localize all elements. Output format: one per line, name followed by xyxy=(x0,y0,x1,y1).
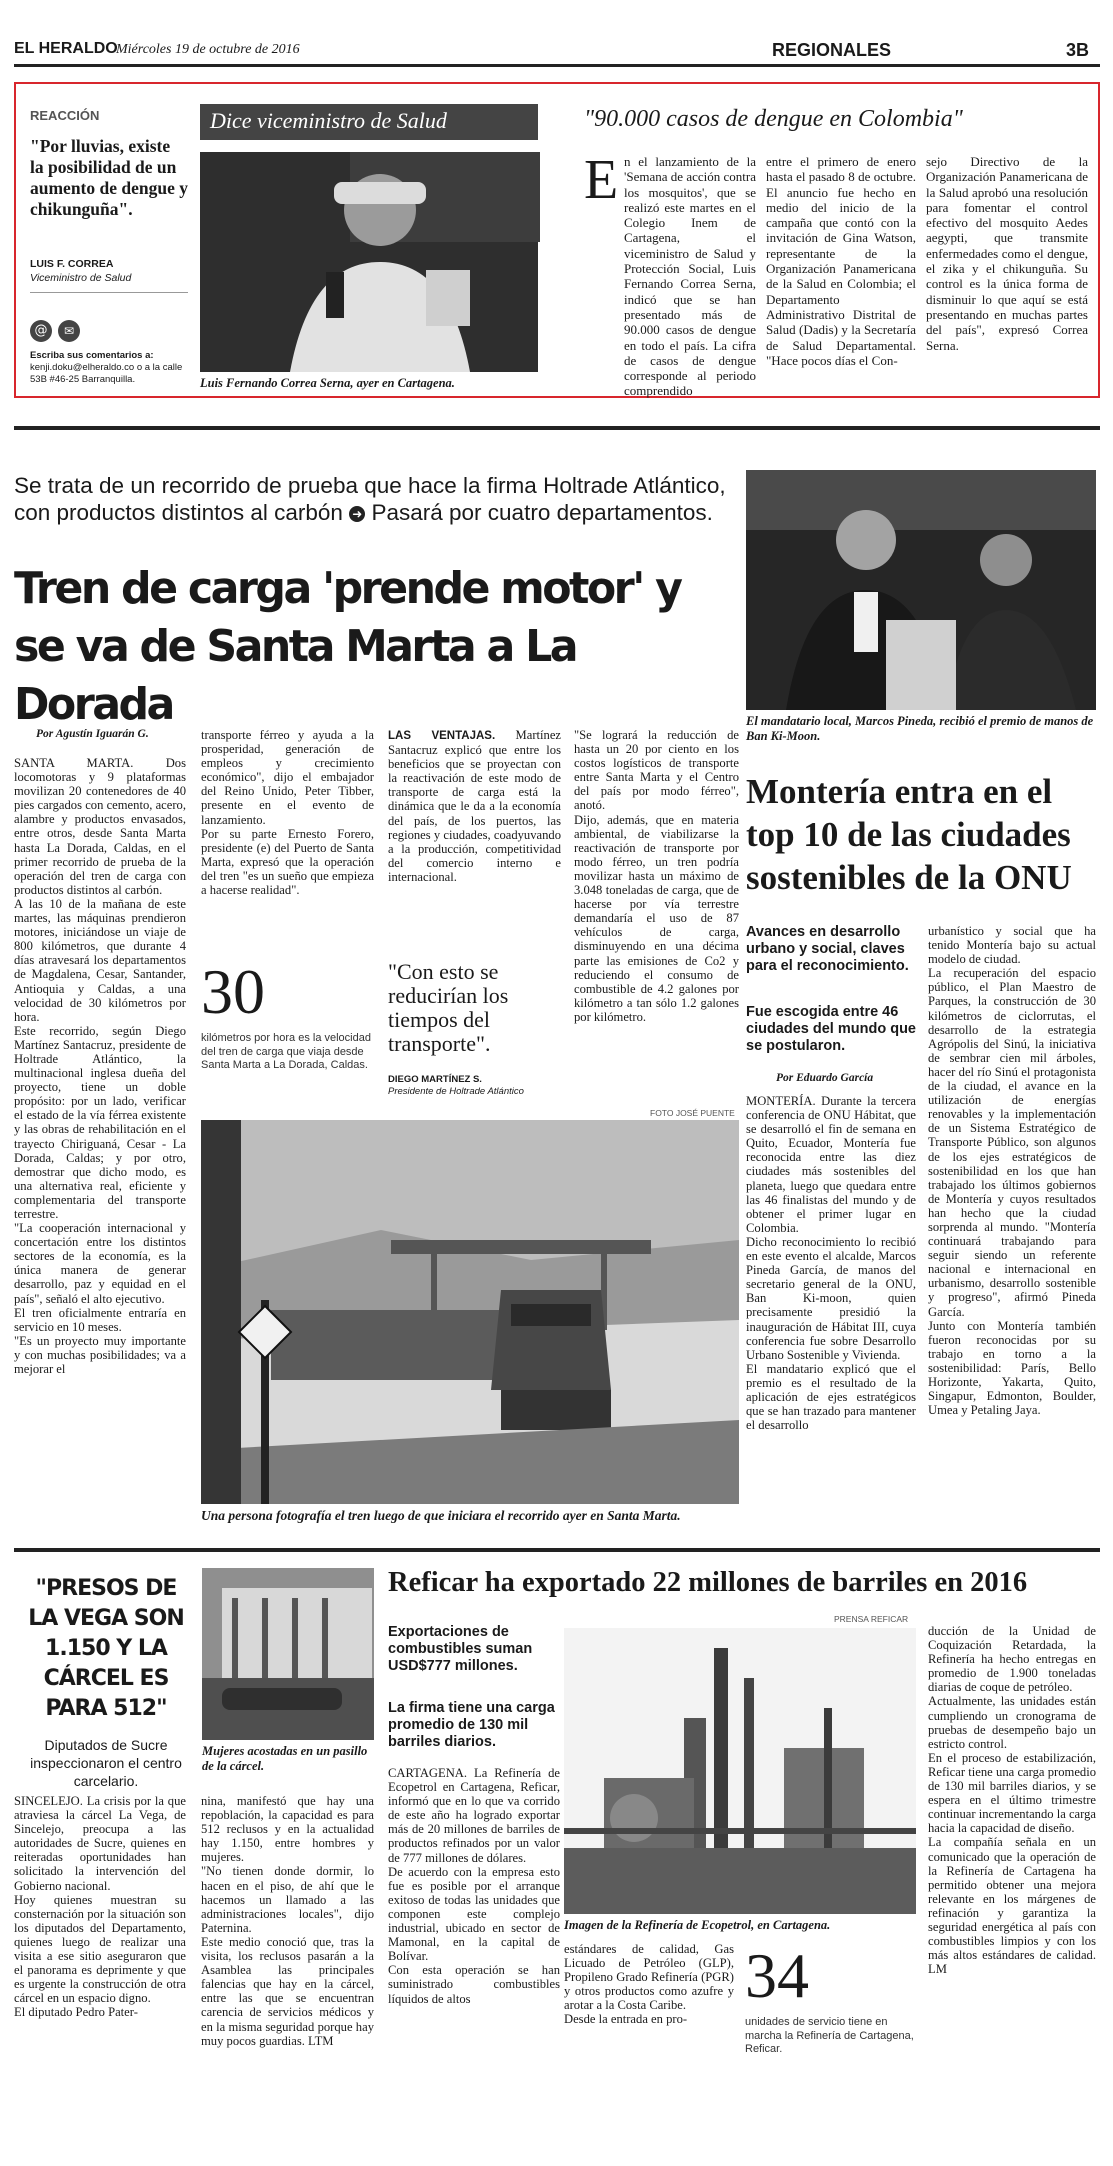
top-photo-caption: Luis Fernando Correa Serna, ayer en Cartagena. xyxy=(200,376,455,390)
page-number: 3B xyxy=(1066,40,1090,60)
top-story-col2: entre el primero de enero hasta el pasado 8 de octubre. El anuncio fue hecho en medio del inicio de la campaña que contó con la invitación de Gina Watson, representante de la Organización Panamericana de la Salud en Colombia; el Departamento Administrativo Distrital de Salud (Dadis) y la Secretaría de Salud Departamental. "Hace pocos días el Con- xyxy=(766,154,916,368)
train-deck-secondary: Pasará por cuatro departamentos. xyxy=(371,500,713,525)
reficar-col3: ducción de la Unidad de Coquización Retardada, la Refinería ha hecho entregas en promedio de 1.900 toneladas diarias de coque de petróleo. Actualmente, las unidades están cumpliendo un cronograma de pruebas de desempeño bajo un estricto control. En el proceso de estabilización, Reficar tiene una carga promedio de 130 mil barriles diarios, y se espera en el último trimestre continuar incrementando la carga hacia la capacidad de diseño. La compañía señala en un comunicado que la operación de la Refinería de Cartagena ha permitido obtener una mejora relevante en los márgenes de refinación y garantiza la seguridad energética al país con combustibles limpios y con los más altos estándares de calidad. LM xyxy=(928,1624,1096,1977)
jail-photo xyxy=(202,1568,374,1740)
train-photo-credit: FOTO JOSÉ PUENTE xyxy=(650,1108,735,1118)
jail-col2: nina, manifestó que hay una repoblación, la capacidad es para 512 reclusos y en la actualidad hay 1.150, entre hombres y mujeres. "No tienen donde dormir, lo hacen en el piso, de ahí que le hacemos un llamado a las administraciones locales", dijo Paternina. Este medio conoció que, tras la visita, los reclusos pasarán a la Asamblea las principales falencias que hay en la cárcel, entre las que se encuentran carencia de servicios médicos y en la misma seguridad porque hay muy pocos guardias. LTM xyxy=(201,1794,374,2048)
train-quote: "Con esto se reducirían los tiempos del transporte". xyxy=(388,959,509,1056)
train-photo-caption: Una persona fotografía el tren luego de que iniciara el recorrido ayer en Santa Marta. xyxy=(201,1508,681,1523)
section-rule-1 xyxy=(14,426,1100,430)
train-deck-main: Se trata de un recorrido de prueba que hace la firma Holtrade Atlántico, con productos distintos al carbón xyxy=(14,473,726,525)
comment-prompt: Escriba sus comentarios a: xyxy=(30,350,154,361)
train-col3 xyxy=(388,728,561,940)
reficar-headline: Reficar ha exportado 22 millones de barriles en 2016 xyxy=(388,1567,1028,1598)
reficar-col2: estándares de calidad, Gas Licuado de Petróleo (GLP), Propileno Grado Refinería (PGR) y otros productos como azufre y arotar a la Costa Caribe. Desde la entrada en pro- xyxy=(564,1942,734,2027)
monteria-sub1: Avances en desarrollo urbano y social, claves para el reconocimiento. xyxy=(746,924,909,974)
reaction-quote: "Por lluvias, existe la posibilidad de un aumento de dengue y chikunguña". xyxy=(30,136,188,219)
reaction-divider xyxy=(30,292,188,293)
train-deck xyxy=(14,472,739,526)
monteria-col1: MONTERÍA. Durante la tercera conferencia de ONU Hábitat, que se desarrolló el fin de semana en Quito, Ecuador, Montería fue reconocida entre las diez ciudades más sostenibles del planeta, luego que quedara entre las 46 finalistas del mundo y de obtener el primer lugar en Colombia. Dicho reconocimiento lo recibió en este evento el alcalde, Marcos Pineda García, de manos del secretario general de la ONU, Ban Ki-moon, quien precisamente presidió la inauguración de Hábitat III, cuya conferencia fue sobre Desarrollo Urbano Sostenible y Vivienda. El mandatario explicó que el premio es el resultado de la aplicación de ejes estratégicos que se han trazado para mantener el desarrollo xyxy=(746,1094,916,1433)
train-photo xyxy=(201,1120,739,1504)
viceminister-photo xyxy=(200,152,538,372)
photo-title: Dice viceministro de Salud xyxy=(210,108,447,133)
jail-photo-caption: Mujeres acostadas en un pasillo de la cárcel. xyxy=(202,1744,368,1773)
reficar-col1: CARTAGENA. La Refinería de Ecopetrol en Cartagena, Reficar, informó que en lo que va corrido de este año ha logrado exportar más de 20 millones de barriles de productos refinados por un valor de 777 millones de dólares. De acuerdo con la empresa esto fue es posible por el arranque exitoso de todas las unidades que componen este complejo industrial, ubicado en sector de Mamonal, en la capital de Bolívar. Con esta operación se han suministrado combustibles líquidos de altos xyxy=(388,1766,560,2006)
train-quote-author: DIEGO MARTÍNEZ S. xyxy=(388,1074,482,1085)
at-icon: @ xyxy=(30,320,52,342)
train-col1: SANTA MARTA. Dos locomotoras y 9 plataformas movilizan 20 contenedores de 40 pies cargados con cemento, acero, alambre y productos envasados, entre otros, desde Santa Marta hasta La Dorada, Caldas, en el primer recorrido de prueba de la operación del tren de carga con productos distintos al carbón. A las 10 de la mañana de este martes, las máquinas prendieron motores, iniciándose un viaje de 800 kilómetros, que durante 4 días atravesará los departamentos de Magdalena, Cesar, Santander, Antioquia y Caldas, a una velocidad de 30 kilómetros por hora. Este recorrido, según Diego Martínez Santacruz, presidente de Holtrade Atlántico, la multinacional inglesa dueña del proyecto, tiene un doble propósito: por un lado, verificar el estado de la vía férrea existente y las obras de rehabilitación en el trayecto Chiriguaná, Cesar - La Dorada, Caldas; y por otro, demostrar que dicho modo, es una alternativa real, eficiente y complementaria del transporte terrestre. "La cooperación internacional y concertación entre los distintos sectores de la economía, es la única manera de generar desarrollo, paz y equidad en el país", señaló el alto ejecutivo. El tren oficialmente entraría en servicio en 10 meses. "Es un proyecto muy importante y con muchas posibilidades; va a mejorar el xyxy=(14,756,186,1377)
header-rule xyxy=(14,64,1100,67)
monteria-photo-caption: El mandatario local, Marcos Pineda, recibió el premio de manos de Ban Ki-Moon. xyxy=(746,714,1094,743)
train-col3-text: Martínez Santacruz explicó que entre los beneficios que se proyectan con la reactivación de este modo de transporte de carga está la dinámica que le da a la economía del país, de los puertos, las regiones y ciudades, coadyuvando a la producción, competitividad del comercio interno e internacional. xyxy=(388,728,561,884)
train-col4: "Se logrará la reducción de hasta un 20 por ciento en los costos logísticos de transporte entre Santa Marta y el Centro del país por modo férreo", anotó. Dijo, además, que en materia ambiental, de viabilizarse la reactivación de transporte por modo férreo, un tren podría movilizar hasta un máximo de 3.048 toneladas de carga, que de hacerse por vía terrestre demandaría el uso de 87 vehículos de carga, disminuyendo en una décima parte las emisiones de Co2 y reduciendo el consumo de combustible de 4.2 galones por kilómetro a tan sólo 1.2 galones por kilómetro. xyxy=(574,728,739,1024)
mail-icon: ✉ xyxy=(58,320,80,342)
reficar-sub1: Exportaciones de combustibles suman USD$777 millones. xyxy=(388,1624,533,1674)
reficar-photo-credit: PRENSA REFICAR xyxy=(834,1614,909,1624)
jail-col1: SINCELEJO. La crisis por la que atraviesa la cárcel La Vega, de Sincelejo, preocupa a las autoridades de Sucre, quienes en reiteradas oportunidades han solicitado la intervención del Gobierno nacional. Hoy quienes muestran su consternación por la situación son los diputados del Departamento, quienes luego de realizar una visita a ese sitio aseguraron que el panorama es deprimente y que es urgente la construcción de otra cárcel en un espacio digno. El diputado Pedro Pater- xyxy=(14,1794,186,2020)
reaction-author-role: Viceministro de Salud xyxy=(30,272,132,284)
comment-contact[interactable]: kenji.doku@elheraldo.co o a la calle 53B #46-25 Barranquilla. xyxy=(30,362,183,385)
reficar-sub2: La firma tiene una carga promedio de 130 mil barriles diarios. xyxy=(388,1700,555,1750)
reaction-author: LUIS F. CORREA xyxy=(30,258,114,270)
monteria-photo xyxy=(746,470,1096,710)
reficar-stat-text: unidades de servicio tiene en marcha la Refinería de Cartagena, Reficar. xyxy=(745,2016,914,2055)
top-dropcap: E xyxy=(584,149,619,211)
paper-name: EL HERALDO xyxy=(14,40,118,57)
jail-headline: "PRESOS DE LA VEGA SON 1.150 Y LA CÁRCEL ES PARA 512" xyxy=(28,1576,184,1721)
monteria-headline: Montería entra en el top 10 de las ciudades sostenibles de la ONU xyxy=(746,772,1072,897)
top-story-col3: sejo Directivo de la Organización Panamericana de la Salud aprobó una resolución para fomentar el control efectivo del mosquito Aedes aegypti, que transmite enfermedades como el dengue, el zika y el chikunguña. Su control es la única forma de disminuir lo que aquí se está presentando en muchas partes del país", expresó Correa Serna. xyxy=(926,154,1088,353)
monteria-sub2: Fue escogida entre 46 ciudades del mundo que se postularon. xyxy=(746,1004,916,1054)
arrow-right-icon: ➜ xyxy=(349,506,365,522)
train-byline: Por Agustín Iguarán G. xyxy=(36,728,149,740)
train-stat-number: 30 xyxy=(201,956,265,1027)
section-rule-2 xyxy=(14,1548,1100,1552)
refinery-photo-caption: Imagen de la Refinería de Ecopetrol, en Cartagena. xyxy=(564,1918,831,1932)
refinery-photo xyxy=(564,1628,916,1914)
reaction-kicker: REACCIÓN xyxy=(30,108,100,123)
reficar-stat-number: 34 xyxy=(745,1940,809,2011)
train-col2: transporte férreo y ayuda a la prosperidad, generación de empleos y crecimiento económico", dijo el embajador del Reino Unido, Peter Tibber, presente en el evento de lanzamiento. Por su parte Ernesto Forero, presidente (e) del Puerto de Santa Marta, expresó que la operación del tren "es un sueño que empieza a hacerse realidad". xyxy=(201,728,374,898)
top-headline: "90.000 casos de dengue en Colombia" xyxy=(584,106,963,132)
train-col3-lead: LAS VENTAJAS. xyxy=(388,730,496,742)
jail-sub: Diputados de Sucre inspeccionaron el centro carcelario. xyxy=(30,1737,182,1789)
train-headline: Tren de carga 'prende motor' y se va de Santa Marta a La Dorada xyxy=(14,563,681,730)
issue-date: Miércoles 19 de octubre de 2016 xyxy=(116,42,300,57)
train-quote-role: Presidente de Holtrade Atlántico xyxy=(388,1086,524,1097)
monteria-byline: Por Eduardo García xyxy=(776,1072,874,1084)
top-story-col1: n el lanzamiento de la 'Semana de acción contra los mosquitos', que se realizó este martes en el Colegio Inem de Cartagena, el viceministro de Salud y Protección Social, Luis Fernando Correa Serna, indicó que se han presentado más de 90.000 casos de dengue en todo el país. La cifra de casos de dengue corresponde al periodo comprendido xyxy=(624,154,756,399)
train-stat-text: kilómetros por hora es la velocidad del tren de carga que viaja desde Santa Marta a La Dorada, Caldas. xyxy=(201,1032,371,1071)
monteria-col2: urbanístico y social que ha tenido Montería bajo su actual modelo de ciudad. La recuperación del espacio público, el Plan Maestro de Parques, la construcción de 30 kilómetros de ciclorrutas, el desarrollo de la estrategia Agrópolis del Sinú, la iniciativa de sembrar cien mil árboles, hacer del río Sinú el protagonista de la ciudad, el avance en la utilización de energías renovables y la implementación de un Sistema Estratégico de Transporte Público, son algunos de los ejes estratégicos de sostenibilidad en los que han trabajado los últimos gobiernos de Montería y cuyos resultados han hecho que la ciudad sorprenda al mundo. "Montería continuará trabajando para seguir siendo un referente nacional e internacional en urbanismo, desarrollo sostenible y progreso", afirmó Pineda García. Junto con Montería también fueron reconocidas por su trabajo en torno a la sostenibilidad: París, Bello Horizonte, Yakarta, Quito, Singapur, Edmonton, Boulder, Umea y Petaling Jaya. xyxy=(928,924,1096,1418)
section-name: REGIONALES xyxy=(772,40,892,60)
